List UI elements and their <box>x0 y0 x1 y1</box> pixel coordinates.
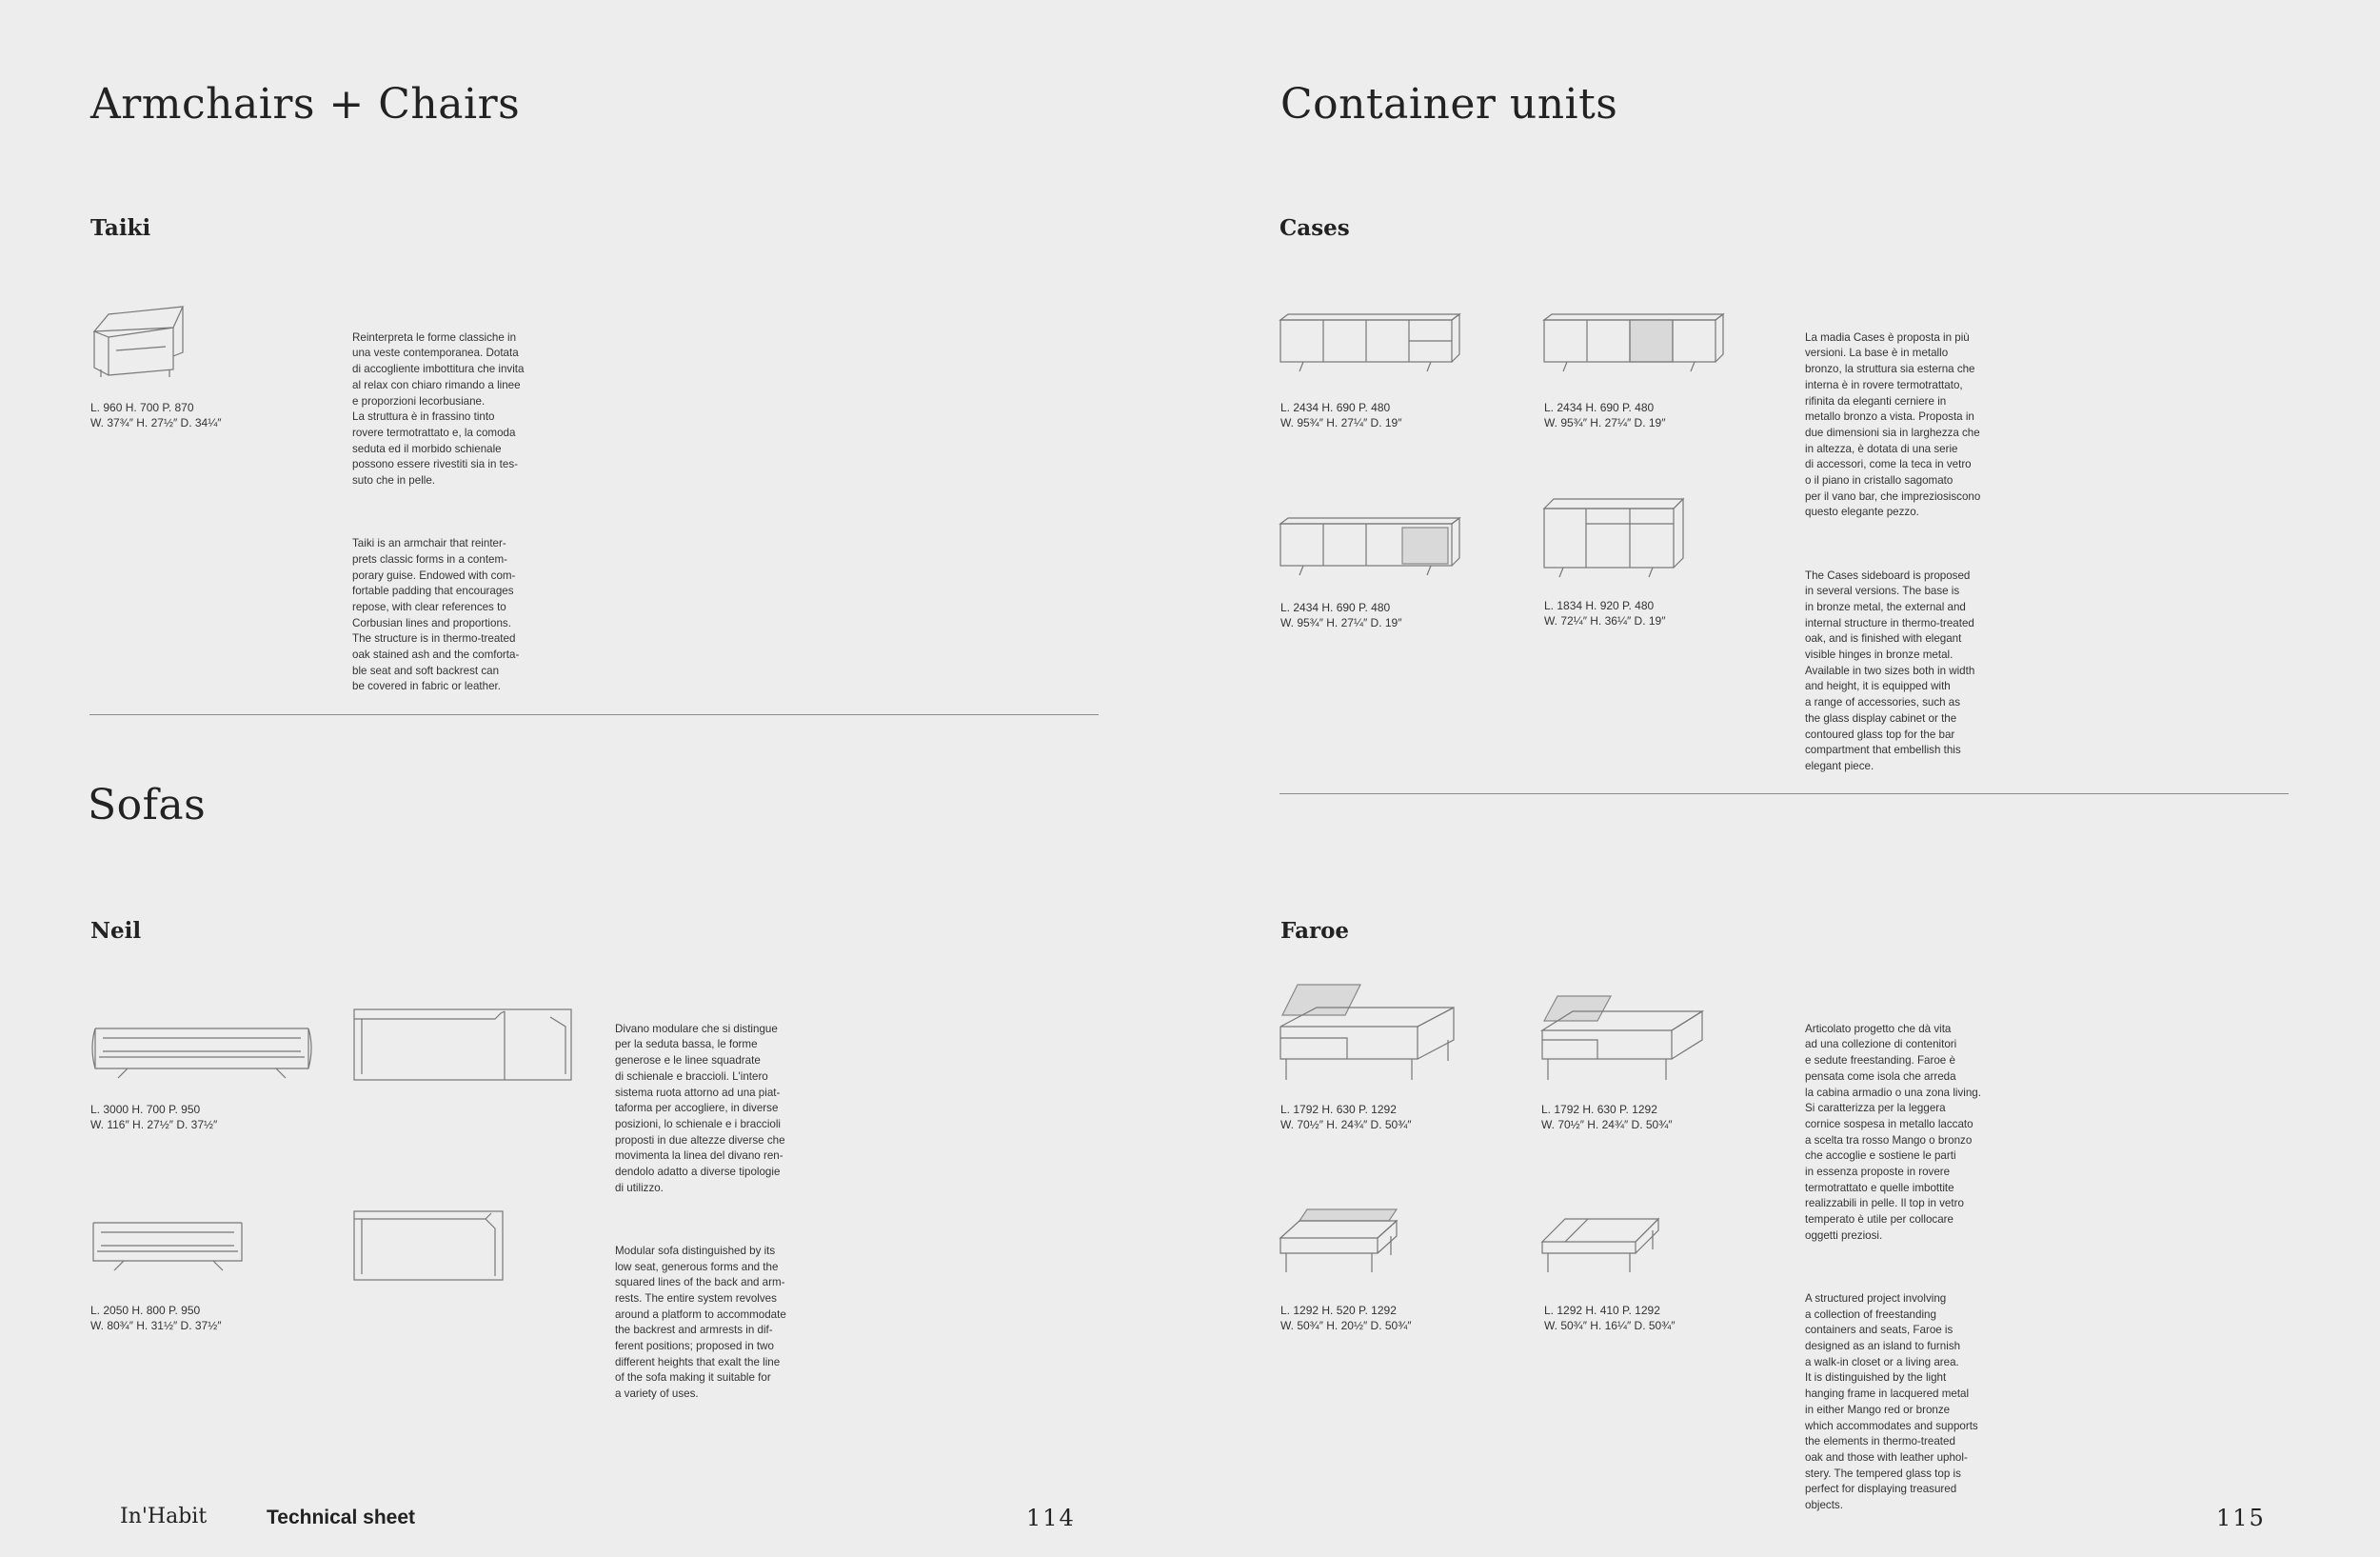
neil-sofa-large-drawing <box>89 1019 318 1086</box>
neil-sofa-large-top-view <box>352 1008 573 1082</box>
dims-metric: L. 2434 H. 690 P. 480 <box>1544 401 1655 414</box>
description-italian: Divano modulare che si distingue per la seduta bassa, le forme generose e le linee squadrate di schienale e braccioli. L'intero sistema ruota attorno ad una piat- taforma per accogliere, in diverse posizioni, lo schienale e i braccioli proposti in due altezze diverse che movimenta la linea del divano ren- dendolo adatto a diverse tipologie di utilizzo. <box>615 1022 785 1194</box>
faroe-dims-2 <box>1541 1102 1672 1132</box>
dims-imperial: W. 95¾″ H. 27¼″ D. 19″ <box>1280 616 1402 629</box>
faroe-drawing-1 <box>1279 981 1456 1086</box>
dims-metric: L. 2050 H. 800 P. 950 <box>90 1304 201 1317</box>
neil-description <box>615 1006 824 1419</box>
product-title-neil: Neil <box>90 918 142 944</box>
brand-logo: In'Habit <box>120 1505 208 1528</box>
cases-dims-2 <box>1544 400 1665 430</box>
dims-imperial: W. 95¾″ H. 27¼″ D. 19″ <box>1280 416 1402 429</box>
neil-sofa-small-top-view <box>352 1209 505 1282</box>
dims-imperial: W. 95¾″ H. 27¼″ D. 19″ <box>1544 416 1666 429</box>
product-title-faroe: Faroe <box>1280 918 1350 944</box>
taiki-description <box>352 314 562 711</box>
dims-metric: L. 3000 H. 700 P. 950 <box>90 1103 201 1116</box>
section-title-container-units: Container units <box>1280 80 1618 129</box>
dims-imperial: W. 80¾″ H. 31½″ D. 37½″ <box>90 1319 222 1332</box>
section-title-armchairs: Armchairs + Chairs <box>90 80 521 129</box>
dims-metric: L. 1292 H. 520 P. 1292 <box>1280 1304 1397 1317</box>
faroe-dims-1 <box>1280 1102 1411 1132</box>
description-italian: Articolato progetto che dà vita ad una collezione di contenitori e sedute freestanding. Faroe è pensata come isola che arreda la cabina armadio o una zona living. Si caratterizza per la leggera cornice sospesa in metallo laccato a scelta tra rosso Mango o bronzo che accoglie e sostiene le parti in essenza proposte in rovere termotrattato e quelle imbottite realizzabili in pelle. Il top in vetro temperato è utile per collocare oggetti preziosi. <box>1805 1022 1981 1242</box>
footer-sheet-label: Technical sheet <box>267 1507 416 1528</box>
description-italian: La madia Cases è proposta in più versioni. La base è in metallo bronzo, la struttura sia esterna che interna è in rovere termotrattato, rifinita da eleganti cerniere in metallo bronzo a vista. Proposta in due dimensioni sia in larghezza che in altezza, è dotata di una serie di accessori, come la teca in vetro o il piano in cristallo sagomato per il vano bar, che impreziosiscono questo elegante pezzo. <box>1805 330 1981 519</box>
cases-sideboard-drawing-2 <box>1542 312 1725 379</box>
cases-dims-4 <box>1544 598 1665 629</box>
dims-imperial: W. 37¾″ H. 27½″ D. 34¼″ <box>90 416 222 429</box>
faroe-drawing-3 <box>1279 1208 1402 1284</box>
faroe-dims-4 <box>1544 1303 1675 1333</box>
faroe-description <box>1805 1006 2014 1530</box>
description-english: Modular sofa distinguished by its low seat, generous forms and the squared lines of the back and arm- rests. The entire system revolves around a platform to accommodate the backrest and armrests in dif- ferent positions; proposed in two different heights that exalt the line of the sofa making it suitable for a variety of uses. <box>615 1244 786 1401</box>
dims-metric: L. 1292 H. 410 P. 1292 <box>1544 1304 1660 1317</box>
neil-sofa-small-drawing <box>89 1217 248 1278</box>
dims-metric: L. 1792 H. 630 P. 1292 <box>1541 1103 1657 1116</box>
dims-imperial: W. 70½″ H. 24¾″ D. 50¾″ <box>1541 1118 1673 1131</box>
cases-sideboard-drawing-3 <box>1279 514 1461 581</box>
dims-metric: L. 1834 H. 920 P. 480 <box>1544 599 1655 612</box>
dims-imperial: W. 72¼″ H. 36¼″ D. 19″ <box>1544 614 1666 628</box>
product-title-taiki: Taiki <box>90 215 151 241</box>
taiki-armchair-drawing <box>89 293 185 379</box>
faroe-drawing-2 <box>1540 992 1702 1084</box>
faroe-drawing-4 <box>1540 1213 1660 1286</box>
faroe-dims-3 <box>1280 1303 1411 1333</box>
taiki-dims <box>90 400 221 430</box>
cases-dims-3 <box>1280 600 1401 630</box>
dims-imperial: W. 50¾″ H. 16¼″ D. 50¾″ <box>1544 1319 1676 1332</box>
product-title-cases: Cases <box>1279 215 1350 241</box>
page-number-left: 114 <box>1026 1505 1076 1531</box>
dims-imperial: W. 116″ H. 27½″ D. 37½″ <box>90 1118 218 1131</box>
cases-sideboard-drawing-1 <box>1279 312 1461 379</box>
divider-right <box>1279 793 2289 794</box>
neil-dims-1 <box>90 1102 217 1132</box>
dims-metric: L. 960 H. 700 P. 870 <box>90 401 194 414</box>
description-english: Taiki is an armchair that reinter- prets classic forms in a contem- porary guise. Endowed with com- fortable padding that encourages repose, with clear references to Corbusian lines and proportions. The structure is in thermo-treated oak stained ash and the comforta- ble seat and soft backrest can be covered in fabric or leather. <box>352 537 520 693</box>
description-italian: Reinterpreta le forme classiche in una veste contemporanea. Dotata di accogliente imbottitura che invita al relax con chiaro rimando a linee e proporzioni lecorbusiane. La struttura è in frassino tinto rovere termotrattato e, la comoda seduta ed il morbido schienale possono essere rivestiti sia in tes- suto che in pelle. <box>352 330 525 488</box>
description-english: A structured project involving a collection of freestanding containers and seats, Faroe is designed as an island to furnish a walk-in closet or a living area. It is distinguished by the light hanging frame in lacquered metal in either Mango red or bronze which accommodates and supports the elements in thermo-treated oak and those with leather uphol- stery. The tempered glass top is perfect for displaying treasured objects. <box>1805 1291 1978 1512</box>
dims-metric: L. 2434 H. 690 P. 480 <box>1280 601 1391 614</box>
divider-left <box>89 714 1099 715</box>
cases-sideboard-drawing-4 <box>1542 495 1685 583</box>
dims-metric: L. 2434 H. 690 P. 480 <box>1280 401 1391 414</box>
page-number-right: 115 <box>2216 1505 2266 1531</box>
cases-dims-1 <box>1280 400 1401 430</box>
neil-dims-2 <box>90 1303 221 1333</box>
description-english: The Cases sideboard is proposed in several versions. The base is in bronze metal, the external and internal structure in thermo-treated oak, and is finished with elegant visible hinges in bronze metal. Available in two sizes both in width and height, it is equipped with a range of accessories, such as the glass display cabinet or the contoured glass top for the bar compartment that embellish this elegant piece. <box>1805 569 1975 772</box>
dims-imperial: W. 70½″ H. 24¾″ D. 50¾″ <box>1280 1118 1412 1131</box>
dims-imperial: W. 50¾″ H. 20½″ D. 50¾″ <box>1280 1319 1412 1332</box>
section-title-sofas: Sofas <box>88 781 207 829</box>
dims-metric: L. 1792 H. 630 P. 1292 <box>1280 1103 1397 1116</box>
cases-description <box>1805 314 2014 790</box>
